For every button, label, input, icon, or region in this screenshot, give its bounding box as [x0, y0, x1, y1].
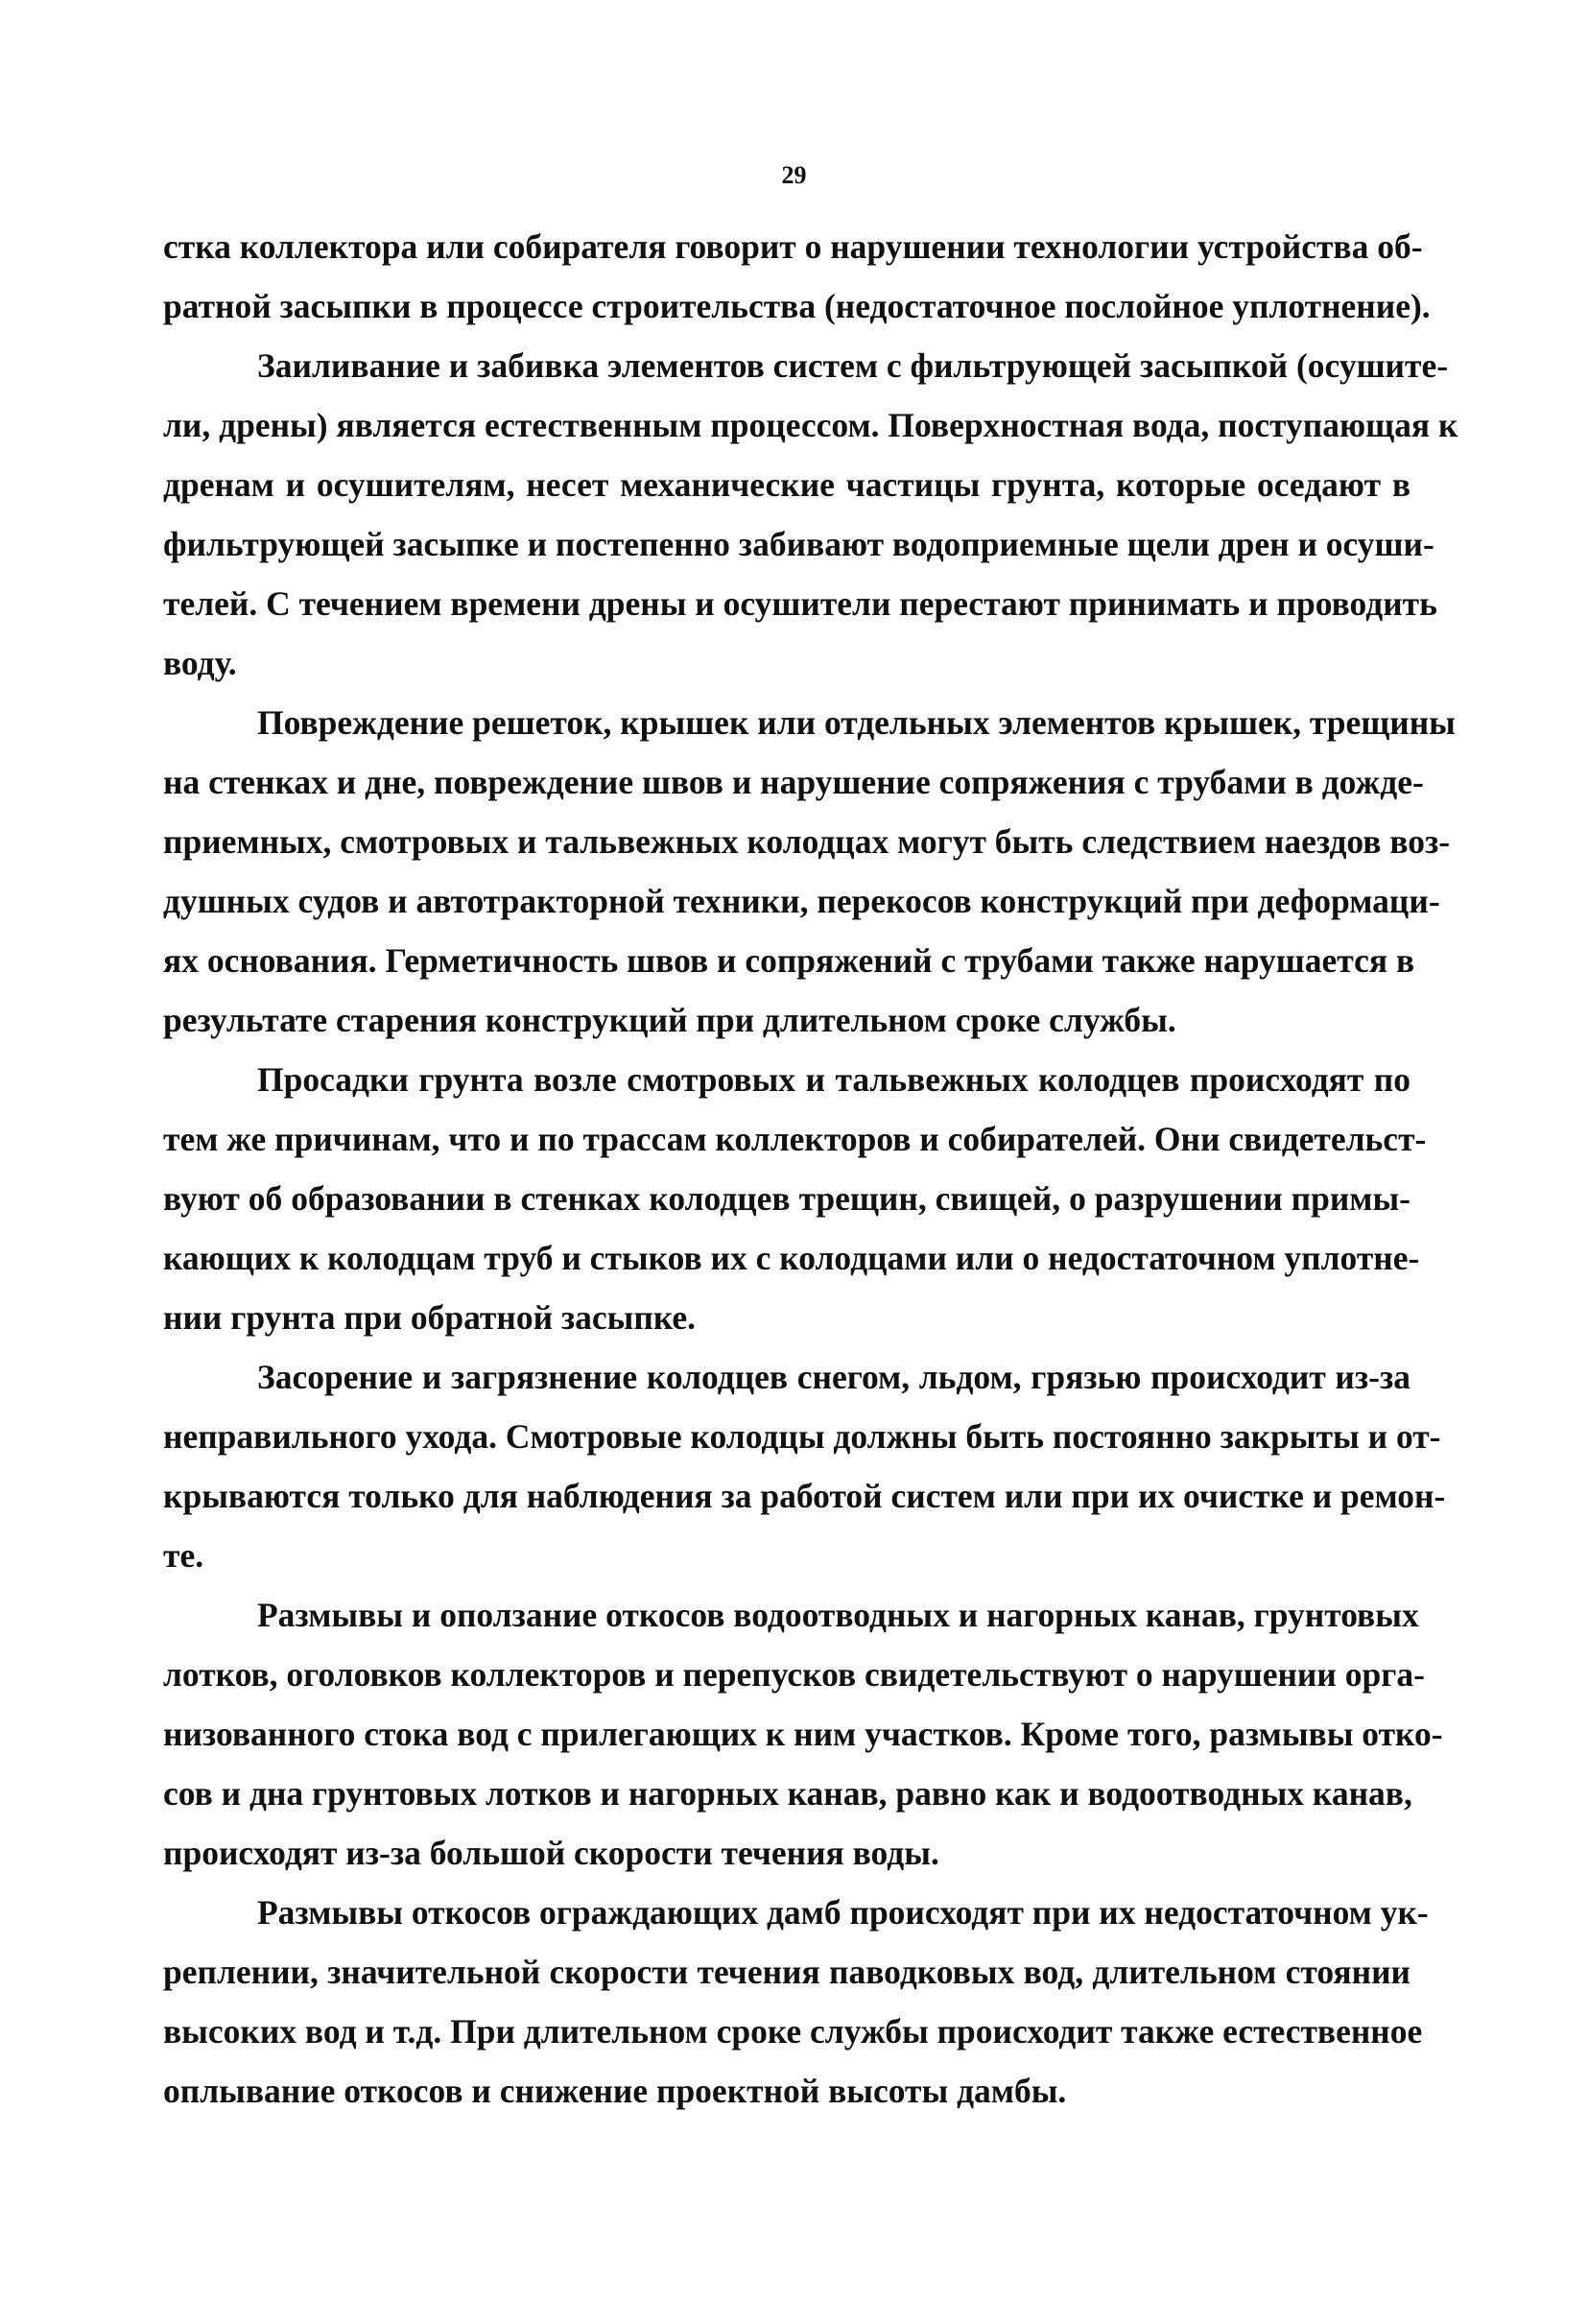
text-line: душных судов и автотракторной техники, перекосов конструкций при деформаци-	[163, 882, 1440, 920]
text-line: оплывание откосов и снижение проектной высоты дамбы.	[163, 2072, 1067, 2110]
paragraph	[163, 1883, 1429, 2121]
body-text	[163, 217, 1458, 2121]
text-line: Размывы откосов ограждающих дамб происходят при их недостаточном ук-	[257, 1893, 1429, 1932]
text-line: тем же причинам, что и по трассам коллекторов и собирателей. Они свидетельст-	[163, 1120, 1427, 1158]
text-line: телей. С течением времени дрены и осушители перестают принимать и проводить	[163, 584, 1437, 623]
text-line: Засорение и загрязнение колодцев снегом, льдом, грязью происходит из-за	[257, 1358, 1410, 1396]
text-line: воду.	[163, 644, 237, 682]
text-line: вуют об образовании в стенках колодцев трещин, свищей, о разрушении примы-	[163, 1179, 1410, 1218]
page-number: 29	[781, 161, 807, 189]
text-line: приемных, смотровых и тальвежных колодцах могут быть следствием наездов воз-	[163, 822, 1451, 861]
text-line: ратной засыпки в процессе строительства (недостаточное послойное уплотнение).	[163, 287, 1431, 325]
text-line: Размывы и оползание откосов водоотводных и нагорных канав, грунтовых	[257, 1596, 1419, 1634]
text-line: стка коллектора или собирателя говорит о нарушении технологии устройства об-	[163, 227, 1423, 266]
text-line: нии грунта при обратной засыпке.	[163, 1298, 697, 1337]
text-line: Просадки грунта возле смотровых и тальвежных колодцев происходят по	[257, 1060, 1410, 1099]
paragraph	[163, 336, 1458, 693]
text-line: кающих к колодцам труб и стыков их с колодцами или о недостаточном уплотне-	[163, 1239, 1420, 1277]
text-line: высоких вод и т.д. При длительном сроке службы происходит также естественное	[163, 2012, 1423, 2051]
text-line: происходят из-за большой скорости течения воды.	[163, 1834, 939, 1872]
paragraph	[163, 693, 1456, 1050]
text-line: реплении, значительной скорости течения паводковых вод, длительном стоянии	[163, 1953, 1410, 1991]
text-line: лотков, оголовков коллекторов и перепусков свидетельствуют о нарушении орга-	[163, 1655, 1425, 1694]
text-line: Заиливание и забивка элементов систем с фильтрующей засыпкой (осушите-	[257, 346, 1449, 385]
text-line: на стенках и дне, повреждение швов и нарушение сопряжения с трубами в дожде-	[163, 763, 1424, 801]
text-line: Повреждение решеток, крышек или отдельных элементов крышек, трещины	[257, 703, 1456, 742]
text-line: ях основания. Герметичность швов и сопряжений с трубами также нарушается в	[163, 941, 1415, 980]
paragraph	[163, 217, 1431, 336]
text-line: сов и дна грунтовых лотков и нагорных канав, равно как и водоотводных канав,	[163, 1774, 1412, 1813]
text-line: неправильного ухода. Смотровые колодцы должны быть постоянно закрыты и от-	[163, 1417, 1441, 1456]
text-line: те.	[163, 1536, 204, 1575]
text-line: результате старения конструкций при длительном сроке службы.	[163, 1001, 1176, 1039]
text-line: крываются только для наблюдения за работой систем или при их очистке и ремон-	[163, 1477, 1446, 1515]
text-line: ли, дрены) является естественным процессом. Поверхностная вода, поступающая к	[163, 406, 1458, 444]
paragraph	[163, 1050, 1427, 1347]
paragraph	[163, 1585, 1443, 1883]
text-line: низованного стока вод с прилегающих к ним участков. Кроме того, размывы отко-	[163, 1715, 1443, 1753]
paragraph	[163, 1347, 1446, 1585]
text-line: дренам и осушителям, несет механические частицы грунта, которые оседают в	[163, 465, 1410, 504]
text-line: фильтрующей засыпке и постепенно забивают водоприемные щели дрен и осуши-	[163, 525, 1434, 563]
